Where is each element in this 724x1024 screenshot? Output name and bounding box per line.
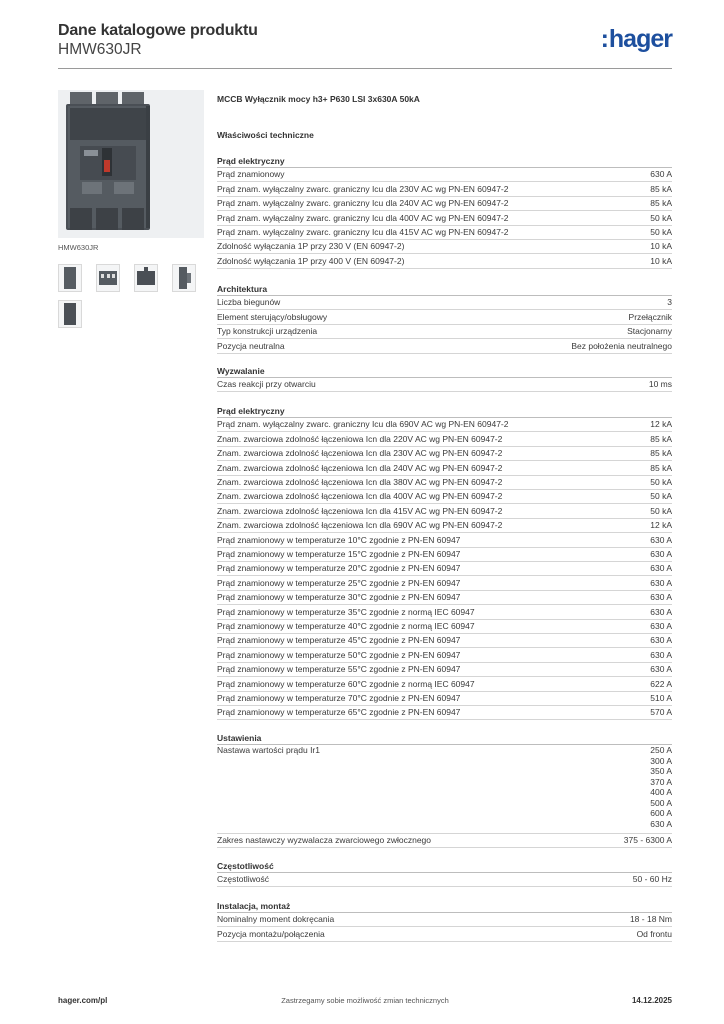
spec-row	[217, 872, 672, 887]
spec-label: Prąd znam. wyłączalny zwarc. graniczny Icu dla 415V AC wg PN-EN 60947-2	[217, 226, 509, 237]
spec-label: Prąd znamionowy w temperaturze 65°C zgodnie z PN-EN 60947	[217, 707, 461, 718]
product-name: MCCB Wyłącznik mocy h3+ P630 LSI 3x630A 50kA	[217, 94, 420, 104]
spec-label: Nominalny moment dokręcania	[217, 914, 335, 925]
spec-value: 630 A	[650, 818, 672, 829]
spec-label: Prąd znamionowy w temperaturze 40°C zgodnie z normą IEC 60947	[217, 620, 475, 631]
section-title: Prąd elektryczny	[217, 406, 285, 416]
spec-value: 50 kA	[650, 212, 672, 223]
spec-row	[217, 475, 672, 490]
spec-value: 85 kA	[650, 433, 672, 444]
spec-label: Znam. zwarciowa zdolność łączeniowa Icn dla 380V AC wg PN-EN 60947-2	[217, 476, 503, 487]
spec-label: Prąd znamionowy w temperaturze 20°C zgodnie z PN-EN 60947	[217, 563, 461, 574]
thumbnail-top[interactable]	[96, 264, 120, 292]
spec-label: Prąd znamionowy w temperaturze 60°C zgodnie z normą IEC 60947	[217, 678, 475, 689]
spec-value: 85 kA	[650, 198, 672, 209]
section-title: Ustawienia	[217, 733, 262, 743]
spec-row	[217, 833, 672, 848]
spec-label: Znam. zwarciowa zdolność łączeniowa Icn dla 240V AC wg PN-EN 60947-2	[217, 462, 503, 473]
spec-row	[217, 647, 672, 662]
spec-value: 85 kA	[650, 183, 672, 194]
spec-label: Prąd znamionowy w temperaturze 70°C zgodnie z PN-EN 60947	[217, 692, 461, 703]
spec-row	[217, 518, 672, 533]
spec-row	[217, 167, 672, 182]
spec-value: 300 A	[650, 755, 672, 766]
spec-value: Stacjonarny	[627, 326, 672, 337]
spec-value: 50 kA	[650, 491, 672, 502]
product-code: HMW630JR	[58, 41, 142, 58]
spec-value: 630 A	[650, 635, 672, 646]
spec-value: 3	[667, 297, 672, 308]
spec-row	[217, 489, 672, 504]
spec-label: Częstotliwość	[217, 874, 269, 885]
footer-date: 14.12.2025	[631, 996, 672, 1005]
spec-row	[217, 575, 672, 590]
spec-row	[217, 239, 672, 254]
footer-site-link[interactable]: hager.com/pl	[58, 996, 108, 1005]
spec-row	[217, 604, 672, 619]
section-title: Prąd elektryczny	[217, 156, 285, 166]
spec-value: Bez położenia neutralnego	[571, 340, 672, 351]
spec-label: Zdolność wyłączania 1P przy 400 V (EN 60947-2)	[217, 255, 405, 266]
spec-value: 630 A	[650, 606, 672, 617]
spec-value: 12 kA	[650, 520, 672, 531]
spec-value: 10 ms	[648, 379, 672, 390]
spec-value: 375 - 6300 A	[623, 835, 672, 846]
spec-value: 18 - 18 Nm	[629, 914, 672, 925]
spec-row	[217, 926, 672, 941]
hager-logo: :hager	[600, 25, 672, 53]
spec-row	[217, 225, 672, 240]
spec-value: 630 A	[650, 592, 672, 603]
spec-row	[217, 691, 672, 706]
page-header	[58, 22, 672, 68]
spec-row	[217, 338, 672, 353]
spec-row	[217, 196, 672, 211]
product-photo	[58, 90, 204, 238]
spec-value: 370 A	[650, 776, 672, 787]
spec-label: Prąd znamionowy w temperaturze 35°C zgodnie z normą IEC 60947	[217, 606, 475, 617]
thumbnail-front[interactable]	[58, 264, 82, 292]
spec-value: 50 kA	[650, 505, 672, 516]
spec-label: Zakres nastawczy wyzwalacza zwarciowego zwłocznego	[217, 835, 431, 846]
spec-value-list	[650, 745, 672, 829]
page-footer	[58, 996, 672, 1010]
spec-label: Znam. zwarciowa zdolność łączeniowa Icn dla 690V AC wg PN-EN 60947-2	[217, 520, 503, 531]
spec-row	[217, 446, 672, 461]
spec-value: Od frontu	[636, 928, 672, 939]
spec-label: Znam. zwarciowa zdolność łączeniowa Icn dla 230V AC wg PN-EN 60947-2	[217, 448, 503, 459]
spec-label: Prąd znamionowy w temperaturze 50°C zgodnie z PN-EN 60947	[217, 649, 461, 660]
spec-row	[217, 590, 672, 605]
spec-label: Prąd znamionowy w temperaturze 15°C zgodnie z PN-EN 60947	[217, 548, 461, 559]
spec-label: Liczba biegunów	[217, 297, 281, 308]
spec-value: 10 kA	[650, 255, 672, 266]
spec-value: 570 A	[650, 707, 672, 718]
section-title: Wyzwalanie	[217, 366, 265, 376]
spec-label: Prąd znamionowy w temperaturze 25°C zgodnie z PN-EN 60947	[217, 577, 461, 588]
spec-row	[217, 705, 672, 720]
spec-value: 500 A	[650, 797, 672, 808]
spec-value: 630 A	[650, 548, 672, 559]
spec-value: 630 A	[650, 534, 672, 545]
spec-row	[217, 210, 672, 225]
spec-value: 510 A	[650, 692, 672, 703]
spec-row	[217, 295, 672, 310]
page-title: Dane katalogowe produktu	[58, 22, 258, 39]
spec-label: Prąd znam. wyłączalny zwarc. graniczny Icu dla 230V AC wg PN-EN 60947-2	[217, 183, 509, 194]
spec-label: Znam. zwarciowa zdolność łączeniowa Icn dla 415V AC wg PN-EN 60947-2	[217, 505, 503, 516]
spec-row	[217, 547, 672, 562]
spec-value: 630 A	[650, 169, 672, 180]
spec-label: Znam. zwarciowa zdolność łączeniowa Icn dla 400V AC wg PN-EN 60947-2	[217, 491, 503, 502]
section-title: Instalacja, montaż	[217, 901, 291, 911]
spec-row	[217, 619, 672, 634]
spec-value: 50 kA	[650, 226, 672, 237]
spec-label: Prąd znamionowy w temperaturze 55°C zgodnie z PN-EN 60947	[217, 664, 461, 675]
spec-value: 622 A	[650, 678, 672, 689]
spec-label: Element sterujący/obsługowy	[217, 311, 328, 322]
spec-value: 12 kA	[650, 419, 672, 430]
spec-label: Prąd znam. wyłączalny zwarc. graniczny Icu dla 240V AC wg PN-EN 60947-2	[217, 198, 509, 209]
spec-label: Prąd znamionowy w temperaturze 30°C zgodnie z PN-EN 60947	[217, 592, 461, 603]
spec-value: 350 A	[650, 766, 672, 776]
thumbnail-rear[interactable]	[58, 300, 82, 328]
properties-heading: Właściwości techniczne	[217, 130, 314, 140]
spec-value: 85 kA	[650, 462, 672, 473]
thumbnail-bottom[interactable]	[134, 264, 158, 292]
spec-value: 600 A	[650, 808, 672, 818]
product-caption: HMW630JR	[58, 243, 99, 252]
spec-label: Pozycja montażu/połączenia	[217, 928, 325, 939]
spec-value: 85 kA	[650, 448, 672, 459]
spec-row	[217, 417, 672, 432]
spec-row	[217, 253, 672, 268]
spec-label: Nastawa wartości prądu Ir1	[217, 745, 320, 755]
spec-row	[217, 561, 672, 576]
spec-label: Zdolność wyłączania 1P przy 230 V (EN 60947-2)	[217, 241, 405, 252]
spec-label: Prąd znamionowy w temperaturze 10°C zgodnie z PN-EN 60947	[217, 534, 461, 545]
spec-value: 630 A	[650, 649, 672, 660]
spec-row	[217, 662, 672, 677]
spec-row	[217, 503, 672, 518]
spec-row	[217, 633, 672, 648]
spec-row	[217, 431, 672, 446]
spec-row	[217, 181, 672, 196]
section-title: Częstotliwość	[217, 861, 274, 871]
spec-label: Prąd znam. wyłączalny zwarc. graniczny Icu dla 690V AC wg PN-EN 60947-2	[217, 419, 509, 430]
spec-row	[217, 460, 672, 475]
spec-value: 400 A	[650, 787, 672, 797]
spec-row	[217, 309, 672, 324]
spec-row	[217, 676, 672, 691]
spec-value: 50 kA	[650, 476, 672, 487]
spec-value: 630 A	[650, 577, 672, 588]
thumbnail-side[interactable]	[172, 264, 196, 292]
spec-row	[217, 324, 672, 339]
spec-value: 50 - 60 Hz	[632, 874, 672, 885]
spec-value: 10 kA	[650, 241, 672, 252]
header-divider	[58, 68, 672, 69]
spec-label: Prąd znamionowy	[217, 169, 285, 180]
spec-label: Prąd znam. wyłączalny zwarc. graniczny Icu dla 400V AC wg PN-EN 60947-2	[217, 212, 509, 223]
spec-label: Pozycja neutralna	[217, 340, 285, 351]
spec-label: Czas reakcji przy otwarciu	[217, 379, 316, 390]
circuit-breaker-image	[58, 90, 204, 238]
section-title: Architektura	[217, 284, 268, 294]
spec-row	[217, 377, 672, 392]
footer-note: Zastrzegamy sobie możliwość zmian technicznych	[281, 996, 449, 1005]
spec-value: 630 A	[650, 620, 672, 631]
spec-label: Typ konstrukcji urządzenia	[217, 326, 318, 337]
spec-label: Znam. zwarciowa zdolność łączeniowa Icn dla 220V AC wg PN-EN 60947-2	[217, 433, 503, 444]
spec-value: 630 A	[650, 563, 672, 574]
spec-row	[217, 912, 672, 927]
spec-row	[217, 744, 672, 834]
spec-row	[217, 532, 672, 547]
spec-value: Przełącznik	[628, 311, 672, 322]
spec-value: 250 A	[650, 745, 672, 755]
spec-label: Prąd znamionowy w temperaturze 45°C zgodnie z PN-EN 60947	[217, 635, 461, 646]
spec-value: 630 A	[650, 664, 672, 675]
